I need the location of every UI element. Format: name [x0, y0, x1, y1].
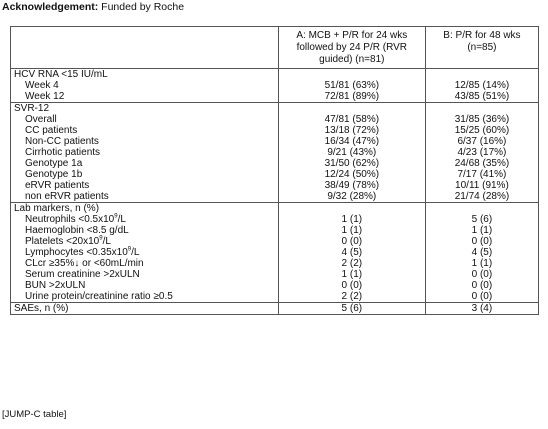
- row-label: Overall: [11, 114, 279, 125]
- row-label: CC patients: [11, 125, 279, 136]
- acknowledgement-label: Acknowledgement:: [2, 1, 99, 13]
- table-row: [11, 236, 539, 247]
- row-label: Genotype 1b: [11, 169, 279, 180]
- section-title: Lab markers, n (%): [11, 203, 279, 215]
- section-title: HCV RNA <15 IU/mL: [11, 69, 279, 81]
- section-title-row: [11, 203, 539, 215]
- empty-cell: [425, 203, 538, 215]
- row-label-exponent: 9: [127, 246, 132, 253]
- section-title-row: [11, 69, 539, 81]
- arm-b-value: 1 (1): [425, 225, 538, 236]
- table-row: [11, 91, 539, 103]
- arm-a-value: 16/34 (47%): [278, 136, 425, 147]
- table-row: [11, 191, 539, 203]
- empty-cell: [278, 69, 425, 81]
- arm-a-value: 13/18 (72%): [278, 125, 425, 136]
- empty-cell: [278, 103, 425, 115]
- table-row: [11, 114, 539, 125]
- table-row: [11, 125, 539, 136]
- row-label: [11, 214, 279, 225]
- row-label: BUN >2xULN: [11, 280, 279, 291]
- table-row: [11, 247, 539, 258]
- row-label: Haemoglobin <8.5 g/dL: [11, 225, 279, 236]
- empty-cell: [425, 103, 538, 115]
- arm-b-value: 4 (5): [425, 247, 538, 258]
- row-label-unit: /L: [131, 247, 140, 258]
- saes-row: [11, 303, 539, 315]
- row-label: Serum creatinine >2xULN: [11, 269, 279, 280]
- arm-a-value: 31/50 (62%): [278, 158, 425, 169]
- row-label-unit: /L: [102, 236, 111, 247]
- header-empty-cell: [11, 27, 279, 69]
- table-row: [11, 214, 539, 225]
- arm-a-value: 47/81 (58%): [278, 114, 425, 125]
- empty-cell: [425, 69, 538, 81]
- header-arm-b: B: P/R for 48 wks (n=85): [425, 27, 538, 69]
- row-label: [11, 236, 279, 247]
- arm-b-value: 0 (0): [425, 280, 538, 291]
- arm-b-value: 12/85 (14%): [425, 80, 538, 91]
- arm-b-value: 31/85 (36%): [425, 114, 538, 125]
- table-caption: [JUMP-C table]: [2, 409, 67, 420]
- arm-a-value: 1 (1): [278, 214, 425, 225]
- table-row: [11, 180, 539, 191]
- empty-cell: [278, 203, 425, 215]
- arm-b-value: 0 (0): [425, 291, 538, 303]
- row-label: Genotype 1a: [11, 158, 279, 169]
- section-title: SVR-12: [11, 103, 279, 115]
- arm-a-value: 2 (2): [278, 258, 425, 269]
- arm-b-value: 21/74 (28%): [425, 191, 538, 203]
- arm-a-value: 9/32 (28%): [278, 191, 425, 203]
- row-label: Cirrhotic patients: [11, 147, 279, 158]
- arm-a-value: 0 (0): [278, 236, 425, 247]
- arm-b-value: 0 (0): [425, 236, 538, 247]
- table-row: [11, 136, 539, 147]
- arm-b-value: 10/11 (91%): [425, 180, 538, 191]
- table-row: [11, 225, 539, 236]
- saes-label: SAEs, n (%): [11, 303, 279, 315]
- row-label: eRVR patients: [11, 180, 279, 191]
- row-label-text: Neutrophils <0.5x10: [25, 214, 115, 225]
- arm-a-value: 1 (1): [278, 269, 425, 280]
- arm-a-value: 1 (1): [278, 225, 425, 236]
- arm-b-value: 7/17 (41%): [425, 169, 538, 180]
- arm-a-value: 9/21 (43%): [278, 147, 425, 158]
- table-row: [11, 269, 539, 280]
- header-arm-a: A: MCB + P/R for 24 wks followed by 24 P/R (RVR guided) (n=81): [278, 27, 425, 69]
- table-header-row: [11, 27, 539, 69]
- acknowledgement: [2, 1, 184, 13]
- table-row: [11, 258, 539, 269]
- arm-b-value: 5 (6): [425, 214, 538, 225]
- arm-b-value: 3 (4): [425, 303, 538, 315]
- arm-b-value: 0 (0): [425, 269, 538, 280]
- arm-a-value: 51/81 (63%): [278, 80, 425, 91]
- row-label-exponent: 9: [99, 235, 103, 242]
- row-label: [11, 247, 279, 258]
- arm-a-value: 2 (2): [278, 291, 425, 303]
- arm-b-value: 43/85 (51%): [425, 91, 538, 103]
- arm-a-value: 0 (0): [278, 280, 425, 291]
- arm-b-value: 24/68 (35%): [425, 158, 538, 169]
- arm-a-value: 38/49 (78%): [278, 180, 425, 191]
- row-label: Week 12: [11, 91, 279, 103]
- table-row: [11, 169, 539, 180]
- arm-a-value: 12/24 (50%): [278, 169, 425, 180]
- arm-b-value: 1 (1): [425, 258, 538, 269]
- arm-a-value: 72/81 (89%): [278, 91, 425, 103]
- row-label-exponent: 9: [114, 213, 118, 220]
- results-table: [10, 26, 539, 315]
- arm-b-value: 6/37 (16%): [425, 136, 538, 147]
- table-row: [11, 80, 539, 91]
- table-row: [11, 280, 539, 291]
- table-row: [11, 147, 539, 158]
- arm-a-value: 5 (6): [278, 303, 425, 315]
- row-label-unit: /L: [117, 214, 126, 225]
- arm-a-value: 4 (5): [278, 247, 425, 258]
- arm-b-value: 15/25 (60%): [425, 125, 538, 136]
- acknowledgement-text: Funded by Roche: [98, 1, 185, 13]
- row-label: Urine protein/creatinine ratio ≥0.5: [11, 291, 279, 303]
- row-label: CLcr ≥35%↓ or <60mL/min: [11, 258, 279, 269]
- row-label-text: Lymphocytes <0.35x10: [25, 247, 128, 258]
- row-label: non eRVR patients: [11, 191, 279, 203]
- arm-b-value: 4/23 (17%): [425, 147, 538, 158]
- table-row: [11, 291, 539, 303]
- row-label: Non-CC patients: [11, 136, 279, 147]
- table-row: [11, 158, 539, 169]
- row-label: Week 4: [11, 80, 279, 91]
- row-label-text: Platelets <20x10: [25, 236, 100, 247]
- section-title-row: [11, 103, 539, 115]
